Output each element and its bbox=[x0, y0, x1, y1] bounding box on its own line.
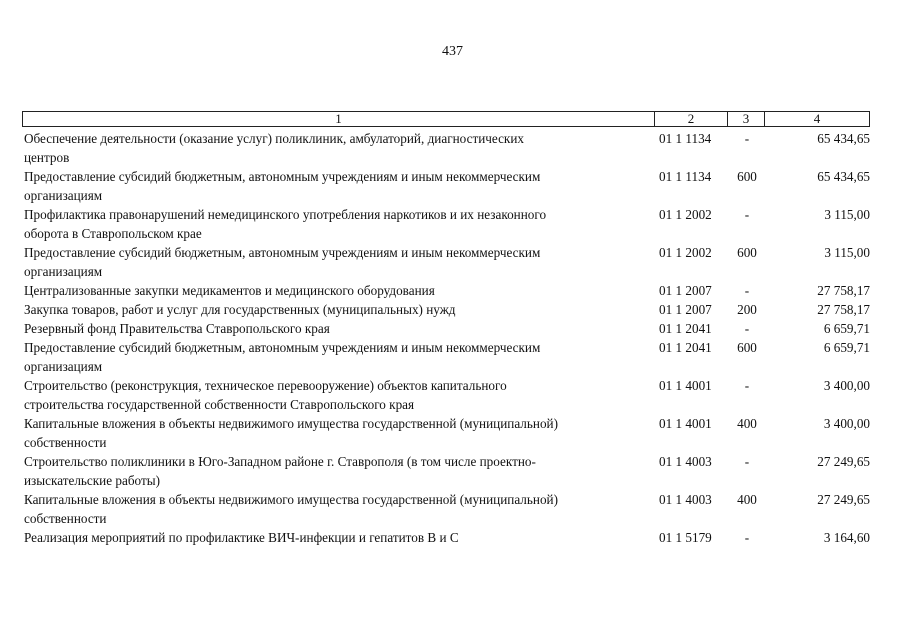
table-row bbox=[22, 490, 870, 528]
row-type: 600 bbox=[737, 340, 757, 355]
row-amount: 6 659,71 bbox=[823, 321, 870, 336]
row-name: Предоставление субсидий бюджетным, автономным учреждениям и иным некоммерческим организациям bbox=[24, 169, 541, 203]
row-amount: 3 115,00 bbox=[824, 245, 870, 260]
row-code: 01 1 1134 bbox=[659, 169, 712, 184]
row-amount: 65 434,65 bbox=[817, 131, 870, 146]
table-row bbox=[22, 129, 870, 167]
row-name: Обеспечение деятельности (оказание услуг) поликлиник, амбулаторий, диагностических центров bbox=[24, 131, 524, 165]
table-row bbox=[22, 319, 870, 338]
table-row bbox=[22, 281, 870, 300]
column-header-2: 2 bbox=[654, 111, 728, 127]
row-name: Предоставление субсидий бюджетным, автономным учреждениям и иным некоммерческим организациям bbox=[24, 340, 541, 374]
row-code: 01 1 2002 bbox=[659, 245, 712, 260]
row-code: 01 1 2041 bbox=[659, 340, 712, 355]
row-amount: 6 659,71 bbox=[823, 340, 870, 355]
row-code: 01 1 1134 bbox=[659, 131, 712, 146]
row-name: Централизованные закупки медикаментов и медицинского оборудования bbox=[24, 283, 435, 298]
column-header-1: 1 bbox=[22, 111, 655, 127]
row-code: 01 1 4001 bbox=[659, 416, 712, 431]
row-type: - bbox=[744, 131, 750, 146]
row-name: Капитальные вложения в объекты недвижимого имущества государственной (муниципальной) собственности bbox=[24, 416, 558, 450]
row-type: - bbox=[744, 207, 750, 222]
table-row bbox=[22, 243, 870, 281]
row-type: - bbox=[744, 530, 750, 545]
row-code: 01 1 2007 bbox=[659, 283, 712, 298]
row-amount: 3 115,00 bbox=[824, 207, 870, 222]
row-name: Строительство (реконструкция, техническое перевооружение) объектов капитального строительства государственной собственности Ставропольского края bbox=[24, 378, 507, 412]
row-amount: 27 249,65 bbox=[817, 454, 870, 469]
row-amount: 27 758,17 bbox=[817, 283, 870, 298]
table-row bbox=[22, 452, 870, 490]
table-row bbox=[22, 376, 870, 414]
table-row bbox=[22, 205, 870, 243]
table-header-row bbox=[22, 111, 870, 127]
row-amount: 3 164,60 bbox=[823, 530, 870, 545]
row-type: 600 bbox=[737, 245, 757, 260]
table-row bbox=[22, 528, 870, 547]
column-header-3: 3 bbox=[727, 111, 765, 127]
row-amount: 3 400,00 bbox=[823, 416, 870, 431]
row-type: 400 bbox=[737, 416, 757, 431]
row-amount: 65 434,65 bbox=[817, 169, 870, 184]
column-header-4: 4 bbox=[764, 111, 870, 127]
row-name: Резервный фонд Правительства Ставропольского края bbox=[24, 321, 330, 336]
row-name: Реализация мероприятий по профилактике ВИЧ-инфекции и гепатитов В и С bbox=[24, 530, 459, 545]
table-row bbox=[22, 338, 870, 376]
row-type: 600 bbox=[737, 169, 757, 184]
row-type: 400 bbox=[737, 492, 757, 507]
row-code: 01 1 2002 bbox=[659, 207, 712, 222]
row-amount: 3 400,00 bbox=[823, 378, 870, 393]
row-type: - bbox=[744, 454, 750, 469]
row-name: Профилактика правонарушений немедицинского употребления наркотиков и их незаконного оборота в Ставропольском крае bbox=[24, 207, 547, 241]
row-code: 01 1 4003 bbox=[659, 492, 712, 507]
table-row bbox=[22, 167, 870, 205]
page-number: 437 bbox=[442, 44, 463, 59]
row-type: 200 bbox=[737, 302, 757, 317]
row-code: 01 1 4001 bbox=[659, 378, 712, 393]
row-code: 01 1 2041 bbox=[659, 321, 712, 336]
table-body bbox=[22, 129, 870, 547]
row-name: Закупка товаров, работ и услуг для государственных (муниципальных) нужд bbox=[24, 302, 456, 317]
row-code: 01 1 2007 bbox=[659, 302, 712, 317]
row-type: - bbox=[744, 378, 750, 393]
row-type: - bbox=[744, 283, 750, 298]
row-code: 01 1 5179 bbox=[659, 530, 712, 545]
table-row bbox=[22, 414, 870, 452]
table-row bbox=[22, 300, 870, 319]
row-amount: 27 249,65 bbox=[817, 492, 870, 507]
row-name: Предоставление субсидий бюджетным, автономным учреждениям и иным некоммерческим организациям bbox=[24, 245, 541, 279]
row-type: - bbox=[744, 321, 750, 336]
row-amount: 27 758,17 bbox=[817, 302, 870, 317]
budget-table bbox=[22, 111, 870, 547]
row-code: 01 1 4003 bbox=[659, 454, 712, 469]
row-name: Строительство поликлиники в Юго-Западном районе г. Ставрополя (в том числе проектно- изыскательские работы) bbox=[24, 454, 536, 488]
row-name: Капитальные вложения в объекты недвижимого имущества государственной (муниципальной) собственности bbox=[24, 492, 558, 526]
